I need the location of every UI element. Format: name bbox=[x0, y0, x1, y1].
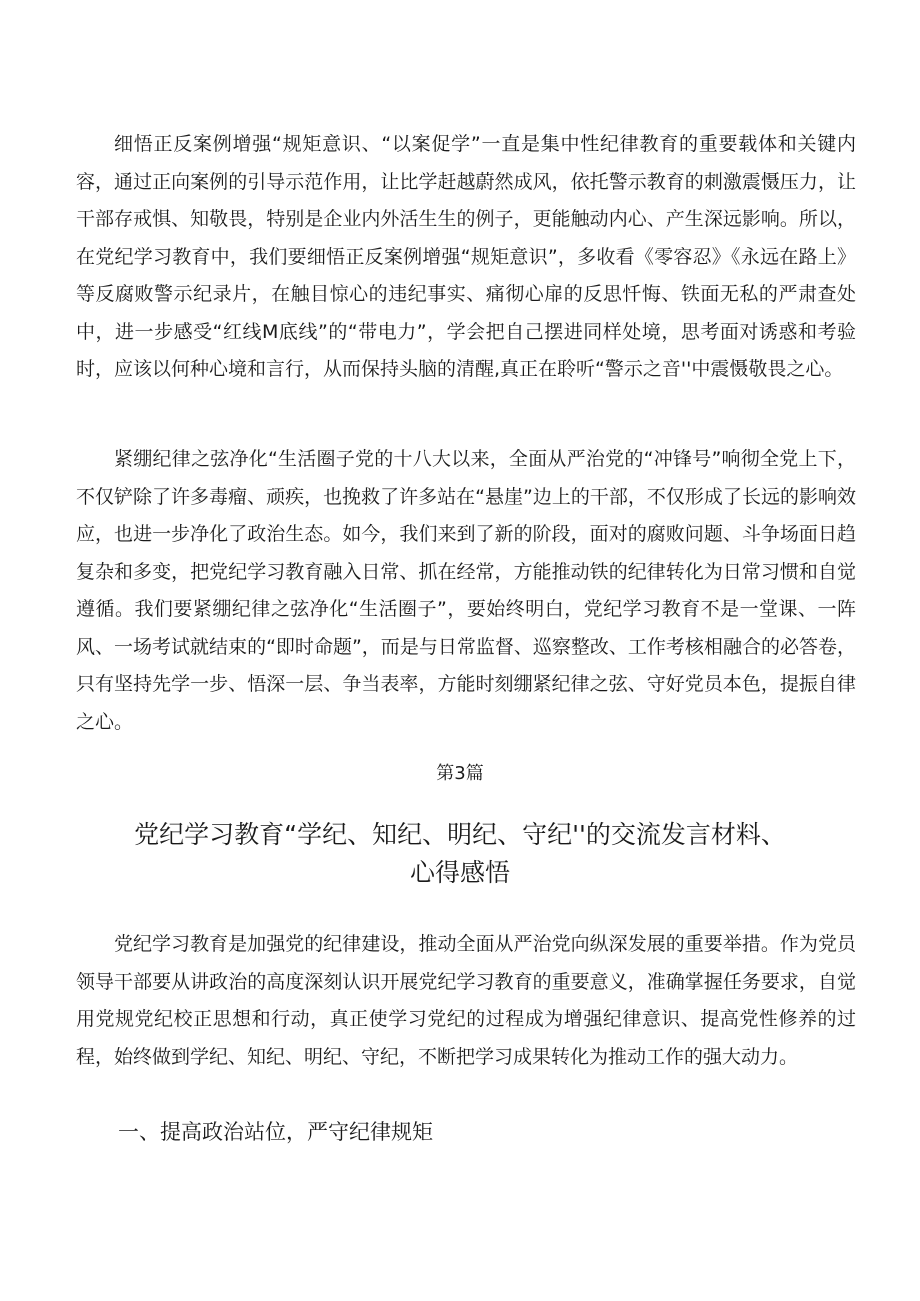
body-paragraph: 紧绷纪律之弦净化“生活圈子党的十八大以来，全面从严治党的“冲锋号”响彻全党上下，不仅铲除了许多毒瘤、顽疾，也挽救了许多站在“悬崖”边上的干部，不仅形成了长远的影响效应，也进一步净化了政治生态。如今，我们来到了新的阶段，面对的腐败问题、斗争场面日趋复杂和多变，把党纪学习教育融入日常、抓在经常，方能推动铁的纪律转化为日常习惯和自觉遵循。我们要紧绷纪律之弦净化“生活圈子”，要始终明白，党纪学习教育不是一堂课、一阵风、一场考试就结束的“即时命题”，而是与日常监督、巡察整改、工作考核相融合的必答卷，只有坚持先学一步、悟深一层、争当表率，方能时刻绷紧纪律之弦、守好党员本色，提振自律之心。 bbox=[76, 448, 856, 733]
body-paragraph: 细悟正反案例增强“规矩意识、“以案促学”一直是集中性纪律教育的重要载体和关键内容，通过正向案例的引导示范作用，让比学赶越蔚然成风，依托警示教育的刺激震慑压力，让干部存戒惧、知敬畏，特别是企业内外活生生的例子，更能触动内心、产生深远影响。所以，在党纪学习教育中，我们要细悟正反案例增强“规矩意识”，多收看《零容忍》《永远在路上》等反腐败警示纪录片，在触目惊心的违纪事实、痛彻心扉的反思忏悔、铁面无私的严肃查处中，进一步感受“红线M底线”的“带电力”，学会把自己摆进同样处境，思考面对诱惑和考验时，应该以何种心境和言行，从而保持头脑的清醒,真正在聆听“警示之音''中震慑敬畏之心。 bbox=[76, 133, 856, 380]
document-title: 党纪学习教育“学纪、知纪、明纪、守纪''的交流发言材料、心得感悟 bbox=[134, 820, 786, 887]
section-label: 第3篇 bbox=[436, 763, 484, 784]
section-heading: 一、提高政治站位，严守纪律规矩 bbox=[118, 1120, 433, 1144]
body-paragraph: 党纪学习教育是加强党的纪律建设，推动全面从严治党向纵深发展的重要举措。作为党员领导干部要从讲政治的高度深刻认识开展党纪学习教育的重要意义，准确掌握任务要求，自觉用党规党纪校正思想和行动，真正使学习党纪的过程成为增强纪律意识、提高党性修养的过程，始终做到学纪、知纪、明纪、守纪，不断把学习成果转化为推动工作的强大动力。 bbox=[76, 933, 856, 1068]
